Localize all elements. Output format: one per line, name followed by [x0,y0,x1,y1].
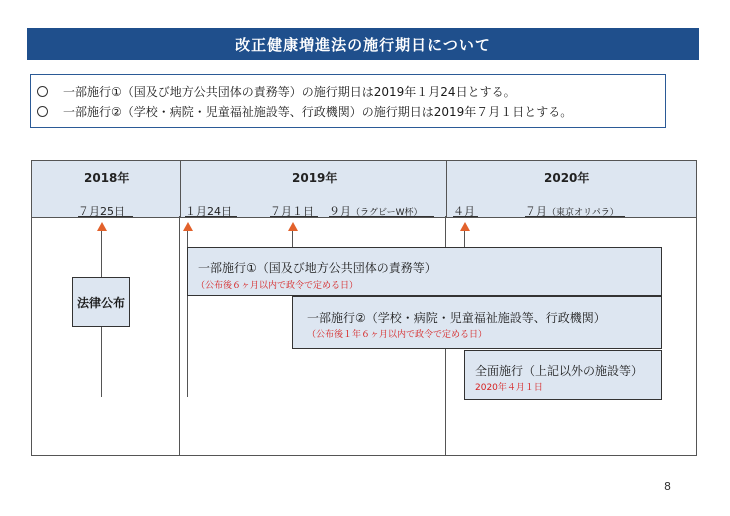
phase-1-label: 一部施行①（国及び地方公共団体の責務等） [198,261,437,275]
connector-line [292,231,293,247]
date-underline [78,216,133,217]
date-2019-0124: １月24日 [185,205,232,218]
connector-line [101,327,102,397]
phase-2-box [292,296,662,349]
connector-line [464,231,465,247]
arrow-up-icon [97,222,107,231]
year-2020: 2020年 [544,171,590,185]
arrow-up-icon [288,222,298,231]
summary-text: 一部施行②（学校・病院・児童福祉施設等、行政機関）の施行期日は2019年７月１日とする。 [63,105,573,119]
arrow-up-icon [183,222,193,231]
date-underline [453,216,478,217]
year-2018: 2018年 [84,171,130,185]
phase-1-note: （公布後６ヶ月以内で政令で定める日） [196,281,359,291]
summary-item [37,103,572,120]
phase-1-box [187,247,662,296]
arrow-up-icon [460,222,470,231]
date-underline [329,216,434,217]
circle-bullet-icon [37,86,48,97]
year-2019: 2019年 [292,171,338,185]
date-2019-0701: ７月１日 [270,205,314,218]
timeline-header [32,161,696,218]
law-promulgation-box: 法律公布 [72,277,130,327]
date-2018-0725: ７月25日 [78,205,125,218]
date-underline [525,216,625,217]
phase-3-box [464,350,662,400]
circle-bullet-icon [37,106,48,117]
year-divider [180,161,181,217]
date-2020-04: ４月 [453,205,475,218]
date-underline [270,216,318,217]
year-divider-line [179,216,180,456]
connector-line [187,396,188,397]
page-title: 改正健康増進法の施行期日について [27,28,699,60]
page-number: 8 [664,480,671,493]
year-divider [446,161,447,217]
date-2020-07: ７月（東京オリパラ） [525,205,619,218]
date-underline [185,216,237,217]
connector-line [101,231,102,277]
phase-3-note: 2020年４月１日 [475,383,543,393]
summary-item [37,83,516,100]
phase-3-label: 全面施行（上記以外の施設等） [475,364,644,378]
phase-2-note: （公布後１年６ヶ月以内で政令で定める日） [307,330,488,340]
phase-2-label: 一部施行②（学校・病院・児童福祉施設等、行政機関） [307,311,606,325]
summary-box [30,74,666,128]
date-2019-09: ９月（ラグビーW杯） [329,205,423,218]
summary-text: 一部施行①（国及び地方公共団体の責務等）の施行期日は2019年１月24日とする。 [63,85,516,99]
